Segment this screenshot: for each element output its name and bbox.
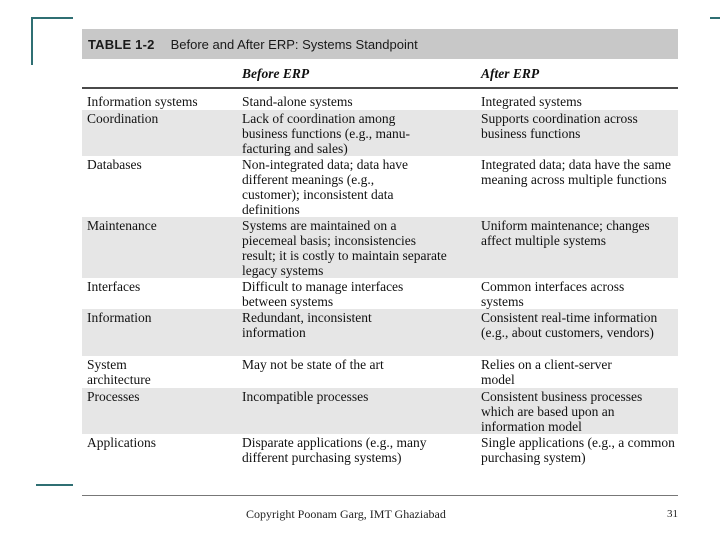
aspect-cell: Interfaces	[87, 279, 141, 294]
after-cell: Integrated data; data have the same meaning across multiple functions	[481, 157, 672, 187]
after-cell: Consistent real-time information (e.g., about customers, vendors)	[481, 310, 658, 340]
table-body	[82, 93, 678, 480]
column-header-after: After ERP	[481, 66, 540, 81]
table-row	[82, 156, 678, 217]
table-row	[82, 356, 678, 388]
before-cell: Non-integrated data; data have different meanings (e.g., customer); inconsistent data definitions	[242, 157, 409, 217]
table-row	[82, 217, 678, 278]
table-title-bar	[82, 29, 678, 59]
before-cell: Stand-alone systems	[242, 94, 353, 109]
aspect-cell: Databases	[87, 157, 142, 172]
table-label: TABLE 1-2	[88, 36, 155, 52]
table-bottom-rule	[82, 495, 678, 496]
before-cell: Incompatible processes	[242, 389, 369, 404]
after-cell: Uniform maintenance; changes affect multiple systems	[481, 218, 650, 248]
decorative-bottom-line	[36, 484, 73, 486]
aspect-cell: Information systems	[87, 94, 198, 109]
before-cell: Disparate applications (e.g., many different purchasing systems)	[242, 435, 427, 465]
page-number: 31	[667, 508, 678, 520]
after-cell: Integrated systems	[481, 94, 582, 109]
after-cell: Consistent business processes which are based upon an information model	[481, 389, 643, 434]
before-cell: Difficult to manage interfaces between systems	[242, 279, 404, 309]
table-row	[82, 388, 678, 434]
after-cell: Single applications (e.g., a common purchasing system)	[481, 435, 675, 465]
before-cell: Lack of coordination among business functions (e.g., manu-facturing and sales)	[242, 111, 410, 156]
after-cell: Supports coordination across business functions	[481, 111, 638, 141]
table-row	[82, 309, 678, 356]
table-row	[82, 110, 678, 156]
erp-table-figure	[82, 29, 678, 496]
table-title: Before and After ERP: Systems Standpoint	[170, 36, 418, 52]
aspect-cell: Applications	[87, 435, 156, 450]
table-row	[82, 93, 678, 110]
after-cell: Relies on a client-server model	[481, 357, 612, 387]
header-rule	[82, 87, 678, 89]
aspect-cell: Maintenance	[87, 218, 157, 233]
table-row	[82, 278, 678, 309]
table-header-row	[82, 59, 678, 87]
before-cell: Redundant, inconsistent information	[242, 310, 372, 340]
aspect-cell: Processes	[87, 389, 140, 404]
decorative-right-line	[710, 17, 720, 19]
before-cell: Systems are maintained on a piecemeal basis; inconsistencies result; it is costly to maintain separate legacy systems	[242, 218, 447, 278]
before-cell: May not be state of the art	[242, 357, 384, 372]
aspect-cell: System architecture	[87, 357, 151, 387]
decorative-corner-horizontal	[31, 17, 73, 19]
column-header-before: Before ERP	[242, 66, 310, 81]
after-cell: Common interfaces across systems	[481, 279, 625, 309]
decorative-corner-vertical	[31, 17, 33, 65]
aspect-cell: Coordination	[87, 111, 159, 126]
copyright-footer: Copyright Poonam Garg, IMT Ghaziabad	[246, 507, 446, 521]
table-row	[82, 434, 678, 480]
aspect-cell: Information	[87, 310, 152, 325]
